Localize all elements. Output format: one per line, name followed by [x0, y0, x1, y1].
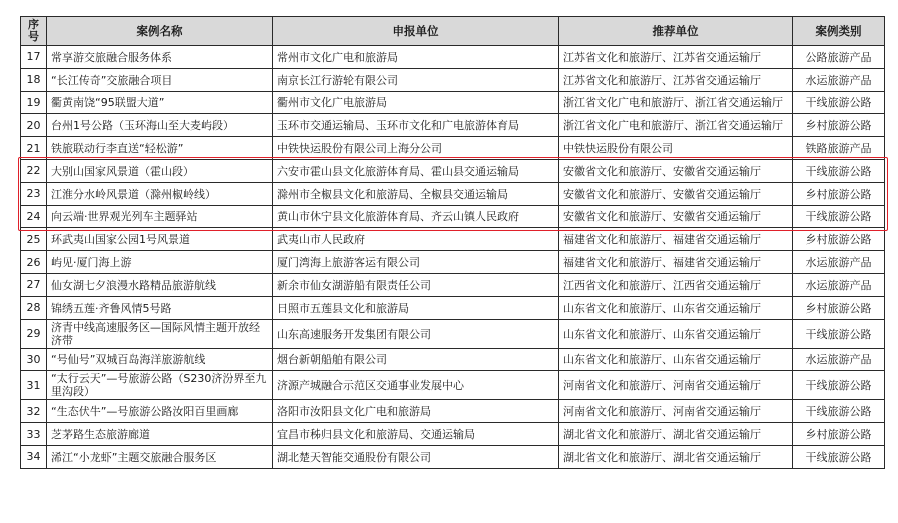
recommender-cell: 福建省文化和旅游厅、福建省交通运输厅 [559, 228, 793, 251]
applicant-cell: 衢州市文化广电旅游局 [273, 91, 559, 114]
case-list-sheet [20, 16, 884, 469]
case-name-cell: 大别山国家风景道（霍山段） [47, 159, 273, 182]
table-row [21, 251, 885, 274]
row-number: 34 [21, 445, 47, 468]
row-number: 23 [21, 182, 47, 205]
row-number: 30 [21, 348, 47, 371]
case-name-cell: 环武夷山国家公园1号风景道 [47, 228, 273, 251]
applicant-cell: 日照市五莲县文化和旅游局 [273, 296, 559, 319]
table-row [21, 159, 885, 182]
table-row [21, 400, 885, 423]
case-name-cell: 台州1号公路（玉环海山至大麦屿段） [47, 114, 273, 137]
recommender-cell: 河南省文化和旅游厅、河南省交通运输厅 [559, 371, 793, 400]
case-name-cell: 常享游交旅融合服务体系 [47, 46, 273, 69]
table-row [21, 371, 885, 400]
case-name-cell: 锦绣五莲·齐鲁风情5号路 [47, 296, 273, 319]
recommender-cell: 江苏省文化和旅游厅、江苏省交通运输厅 [559, 46, 793, 69]
case-name-cell: 仙女湖七夕浪漫水路精品旅游航线 [47, 273, 273, 296]
case-name-cell: “太行云天”—号旅游公路（S230济汾界至九里沟段） [47, 371, 273, 400]
table-row [21, 182, 885, 205]
category-cell: 干线旅游公路 [793, 371, 885, 400]
row-number: 31 [21, 371, 47, 400]
row-number: 26 [21, 251, 47, 274]
case-name-cell: “生态伏牛”—号旅游公路汝阳百里画廊 [47, 400, 273, 423]
table-row [21, 91, 885, 114]
recommender-cell: 中铁快运股份有限公司 [559, 137, 793, 160]
row-number: 32 [21, 400, 47, 423]
category-cell: 干线旅游公路 [793, 445, 885, 468]
category-cell: 干线旅游公路 [793, 400, 885, 423]
applicant-cell: 常州市文化广电和旅游局 [273, 46, 559, 69]
applicant-cell: 玉环市交通运输局、玉环市文化和广电旅游体育局 [273, 114, 559, 137]
applicant-cell: 厦门湾海上旅游客运有限公司 [273, 251, 559, 274]
table-row [21, 205, 885, 228]
category-cell: 乡村旅游公路 [793, 296, 885, 319]
row-number: 27 [21, 273, 47, 296]
table-row [21, 228, 885, 251]
table-row [21, 445, 885, 468]
table-row [21, 348, 885, 371]
category-cell: 水运旅游产品 [793, 348, 885, 371]
row-number: 25 [21, 228, 47, 251]
applicant-cell: 湖北楚天智能交通股份有限公司 [273, 445, 559, 468]
recommender-cell: 安徽省文化和旅游厅、安徽省交通运输厅 [559, 182, 793, 205]
category-cell: 水运旅游产品 [793, 273, 885, 296]
case-name-cell: 向云端·世界观光列车主题驿站 [47, 205, 273, 228]
row-number: 18 [21, 68, 47, 91]
row-number: 22 [21, 159, 47, 182]
row-number: 28 [21, 296, 47, 319]
recommender-cell: 山东省文化和旅游厅、山东省交通运输厅 [559, 348, 793, 371]
table-row [21, 137, 885, 160]
category-cell: 公路旅游产品 [793, 46, 885, 69]
category-cell: 干线旅游公路 [793, 159, 885, 182]
row-number: 19 [21, 91, 47, 114]
applicant-cell: 中铁快运股份有限公司上海分公司 [273, 137, 559, 160]
header-no: 序 号 [21, 17, 47, 46]
applicant-cell: 烟台新朝船舶有限公司 [273, 348, 559, 371]
table-row [21, 319, 885, 348]
category-cell: 水运旅游产品 [793, 251, 885, 274]
recommender-cell: 湖北省文化和旅游厅、湖北省交通运输厅 [559, 423, 793, 446]
case-name-cell: 浠江“小龙虾”主题交旅融合服务区 [47, 445, 273, 468]
applicant-cell: 济源产城融合示范区交通事业发展中心 [273, 371, 559, 400]
recommender-cell: 江西省文化和旅游厅、江西省交通运输厅 [559, 273, 793, 296]
table-row [21, 273, 885, 296]
category-cell: 乡村旅游公路 [793, 182, 885, 205]
category-cell: 干线旅游公路 [793, 319, 885, 348]
table-row [21, 114, 885, 137]
applicant-cell: 南京长江行游轮有限公司 [273, 68, 559, 91]
case-name-cell: 芝茅路生态旅游廊道 [47, 423, 273, 446]
row-number: 20 [21, 114, 47, 137]
row-number: 24 [21, 205, 47, 228]
row-number: 17 [21, 46, 47, 69]
row-number: 33 [21, 423, 47, 446]
table-body [21, 46, 885, 469]
case-name-cell: 屿见·厦门海上游 [47, 251, 273, 274]
table-row [21, 68, 885, 91]
recommender-cell: 河南省文化和旅游厅、河南省交通运输厅 [559, 400, 793, 423]
recommender-cell: 安徽省文化和旅游厅、安徽省交通运输厅 [559, 205, 793, 228]
table-row [21, 46, 885, 69]
case-name-cell: 济青中线高速服务区—国际风情主题开放经济带 [47, 319, 273, 348]
applicant-cell: 洛阳市汝阳县文化广电和旅游局 [273, 400, 559, 423]
case-name-cell: 江淮分水岭风景道（滁州椒岭线） [47, 182, 273, 205]
case-name-cell: “号仙号”双城百岛海洋旅游航线 [47, 348, 273, 371]
header-case-name: 案例名称 [47, 17, 273, 46]
row-number: 29 [21, 319, 47, 348]
table-row [21, 423, 885, 446]
category-cell: 乡村旅游公路 [793, 114, 885, 137]
category-cell: 水运旅游产品 [793, 68, 885, 91]
category-cell: 乡村旅游公路 [793, 423, 885, 446]
applicant-cell: 黄山市休宁县文化旅游体育局、齐云山镇人民政府 [273, 205, 559, 228]
applicant-cell: 武夷山市人民政府 [273, 228, 559, 251]
applicant-cell: 滁州市全椒县文化和旅游局、全椒县交通运输局 [273, 182, 559, 205]
applicant-cell: 六安市霍山县文化旅游体育局、霍山县交通运输局 [273, 159, 559, 182]
recommender-cell: 浙江省文化广电和旅游厅、浙江省交通运输厅 [559, 114, 793, 137]
row-number: 21 [21, 137, 47, 160]
header-category: 案例类别 [793, 17, 885, 46]
table-row [21, 296, 885, 319]
category-cell: 干线旅游公路 [793, 91, 885, 114]
recommender-cell: 福建省文化和旅游厅、福建省交通运输厅 [559, 251, 793, 274]
recommender-cell: 山东省文化和旅游厅、山东省交通运输厅 [559, 319, 793, 348]
header-applicant: 申报单位 [273, 17, 559, 46]
table-header-row [21, 17, 885, 46]
recommender-cell: 山东省文化和旅游厅、山东省交通运输厅 [559, 296, 793, 319]
recommender-cell: 安徽省文化和旅游厅、安徽省交通运输厅 [559, 159, 793, 182]
case-name-cell: 衢黄南饶“95联盟大道” [47, 91, 273, 114]
case-name-cell: 铁旅联动行李直送“轻松游” [47, 137, 273, 160]
case-table [20, 16, 885, 469]
recommender-cell: 江苏省文化和旅游厅、江苏省交通运输厅 [559, 68, 793, 91]
applicant-cell: 新余市仙女湖游船有限责任公司 [273, 273, 559, 296]
recommender-cell: 浙江省文化广电和旅游厅、浙江省交通运输厅 [559, 91, 793, 114]
recommender-cell: 湖北省文化和旅游厅、湖北省交通运输厅 [559, 445, 793, 468]
applicant-cell: 宜昌市秭归县文化和旅游局、交通运输局 [273, 423, 559, 446]
applicant-cell: 山东高速服务开发集团有限公司 [273, 319, 559, 348]
category-cell: 铁路旅游产品 [793, 137, 885, 160]
category-cell: 干线旅游公路 [793, 205, 885, 228]
header-recommender: 推荐单位 [559, 17, 793, 46]
case-name-cell: “长江传奇”交旅融合项目 [47, 68, 273, 91]
category-cell: 乡村旅游公路 [793, 228, 885, 251]
